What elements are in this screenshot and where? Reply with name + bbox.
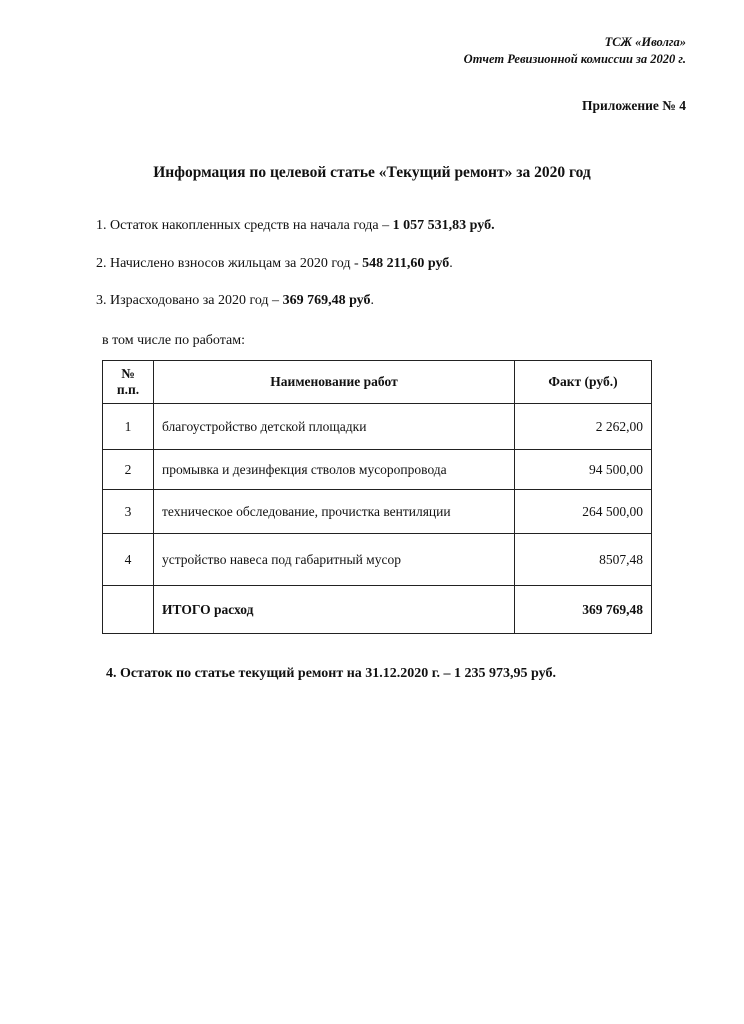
header-num: № п.п. <box>103 361 154 404</box>
row-fact: 2 262,00 <box>515 404 652 450</box>
row-fact: 94 500,00 <box>515 450 652 490</box>
works-table <box>102 360 652 634</box>
row-name: техническое обследование, прочистка вентиляции <box>154 490 515 534</box>
table-header-row <box>103 361 652 404</box>
page-title: Информация по целевой статье «Текущий ремонт» за 2020 год <box>153 164 591 181</box>
row-num: 1 <box>103 404 154 450</box>
table-total-row <box>103 586 652 634</box>
total-num <box>103 586 154 634</box>
item-charged-fees <box>96 256 453 272</box>
works-subnote: в том числе по работам: <box>102 333 245 348</box>
header-fact: Факт (руб.) <box>515 361 652 404</box>
report-name: Отчет Ревизионной комиссии за 2020 г. <box>463 52 686 66</box>
org-name: ТСЖ «Иволга» <box>604 35 686 49</box>
row-name: устройство навеса под габаритный мусор <box>154 534 515 586</box>
appendix-label: Приложение № 4 <box>582 98 686 113</box>
item-value: 1 057 531,83 руб. <box>392 218 495 233</box>
row-num: 4 <box>103 534 154 586</box>
row-fact: 264 500,00 <box>515 490 652 534</box>
row-num: 2 <box>103 450 154 490</box>
item-text: 3. Израсходовано за 2020 год – <box>96 293 283 308</box>
total-value: 369 769,48 <box>515 586 652 634</box>
table-row <box>103 404 652 450</box>
row-name: благоустройство детской площадки <box>154 404 515 450</box>
header-name: Наименование работ <box>154 361 515 404</box>
row-num: 3 <box>103 490 154 534</box>
table-row <box>103 450 652 490</box>
item-spent <box>96 293 374 309</box>
table-row <box>103 534 652 586</box>
document-header <box>464 34 686 68</box>
closing-balance: 4. Остаток по статье текущий ремонт на 31.12.2020 г. – 1 235 973,95 руб. <box>106 666 556 681</box>
item-value: 548 211,60 руб <box>362 256 450 271</box>
item-text: 1. Остаток накопленных средств на начала года – <box>96 218 393 233</box>
item-text: 2. Начислено взносов жильцам за 2020 год - <box>96 256 363 271</box>
item-value: 369 769,48 руб <box>282 293 371 308</box>
table-row <box>103 490 652 534</box>
item-opening-balance <box>96 218 495 234</box>
total-label: ИТОГО расход <box>154 586 515 634</box>
item-suffix: . <box>449 256 453 271</box>
row-name: промывка и дезинфекция стволов мусоропровода <box>154 450 515 490</box>
item-suffix: . <box>370 293 374 308</box>
row-fact: 8507,48 <box>515 534 652 586</box>
